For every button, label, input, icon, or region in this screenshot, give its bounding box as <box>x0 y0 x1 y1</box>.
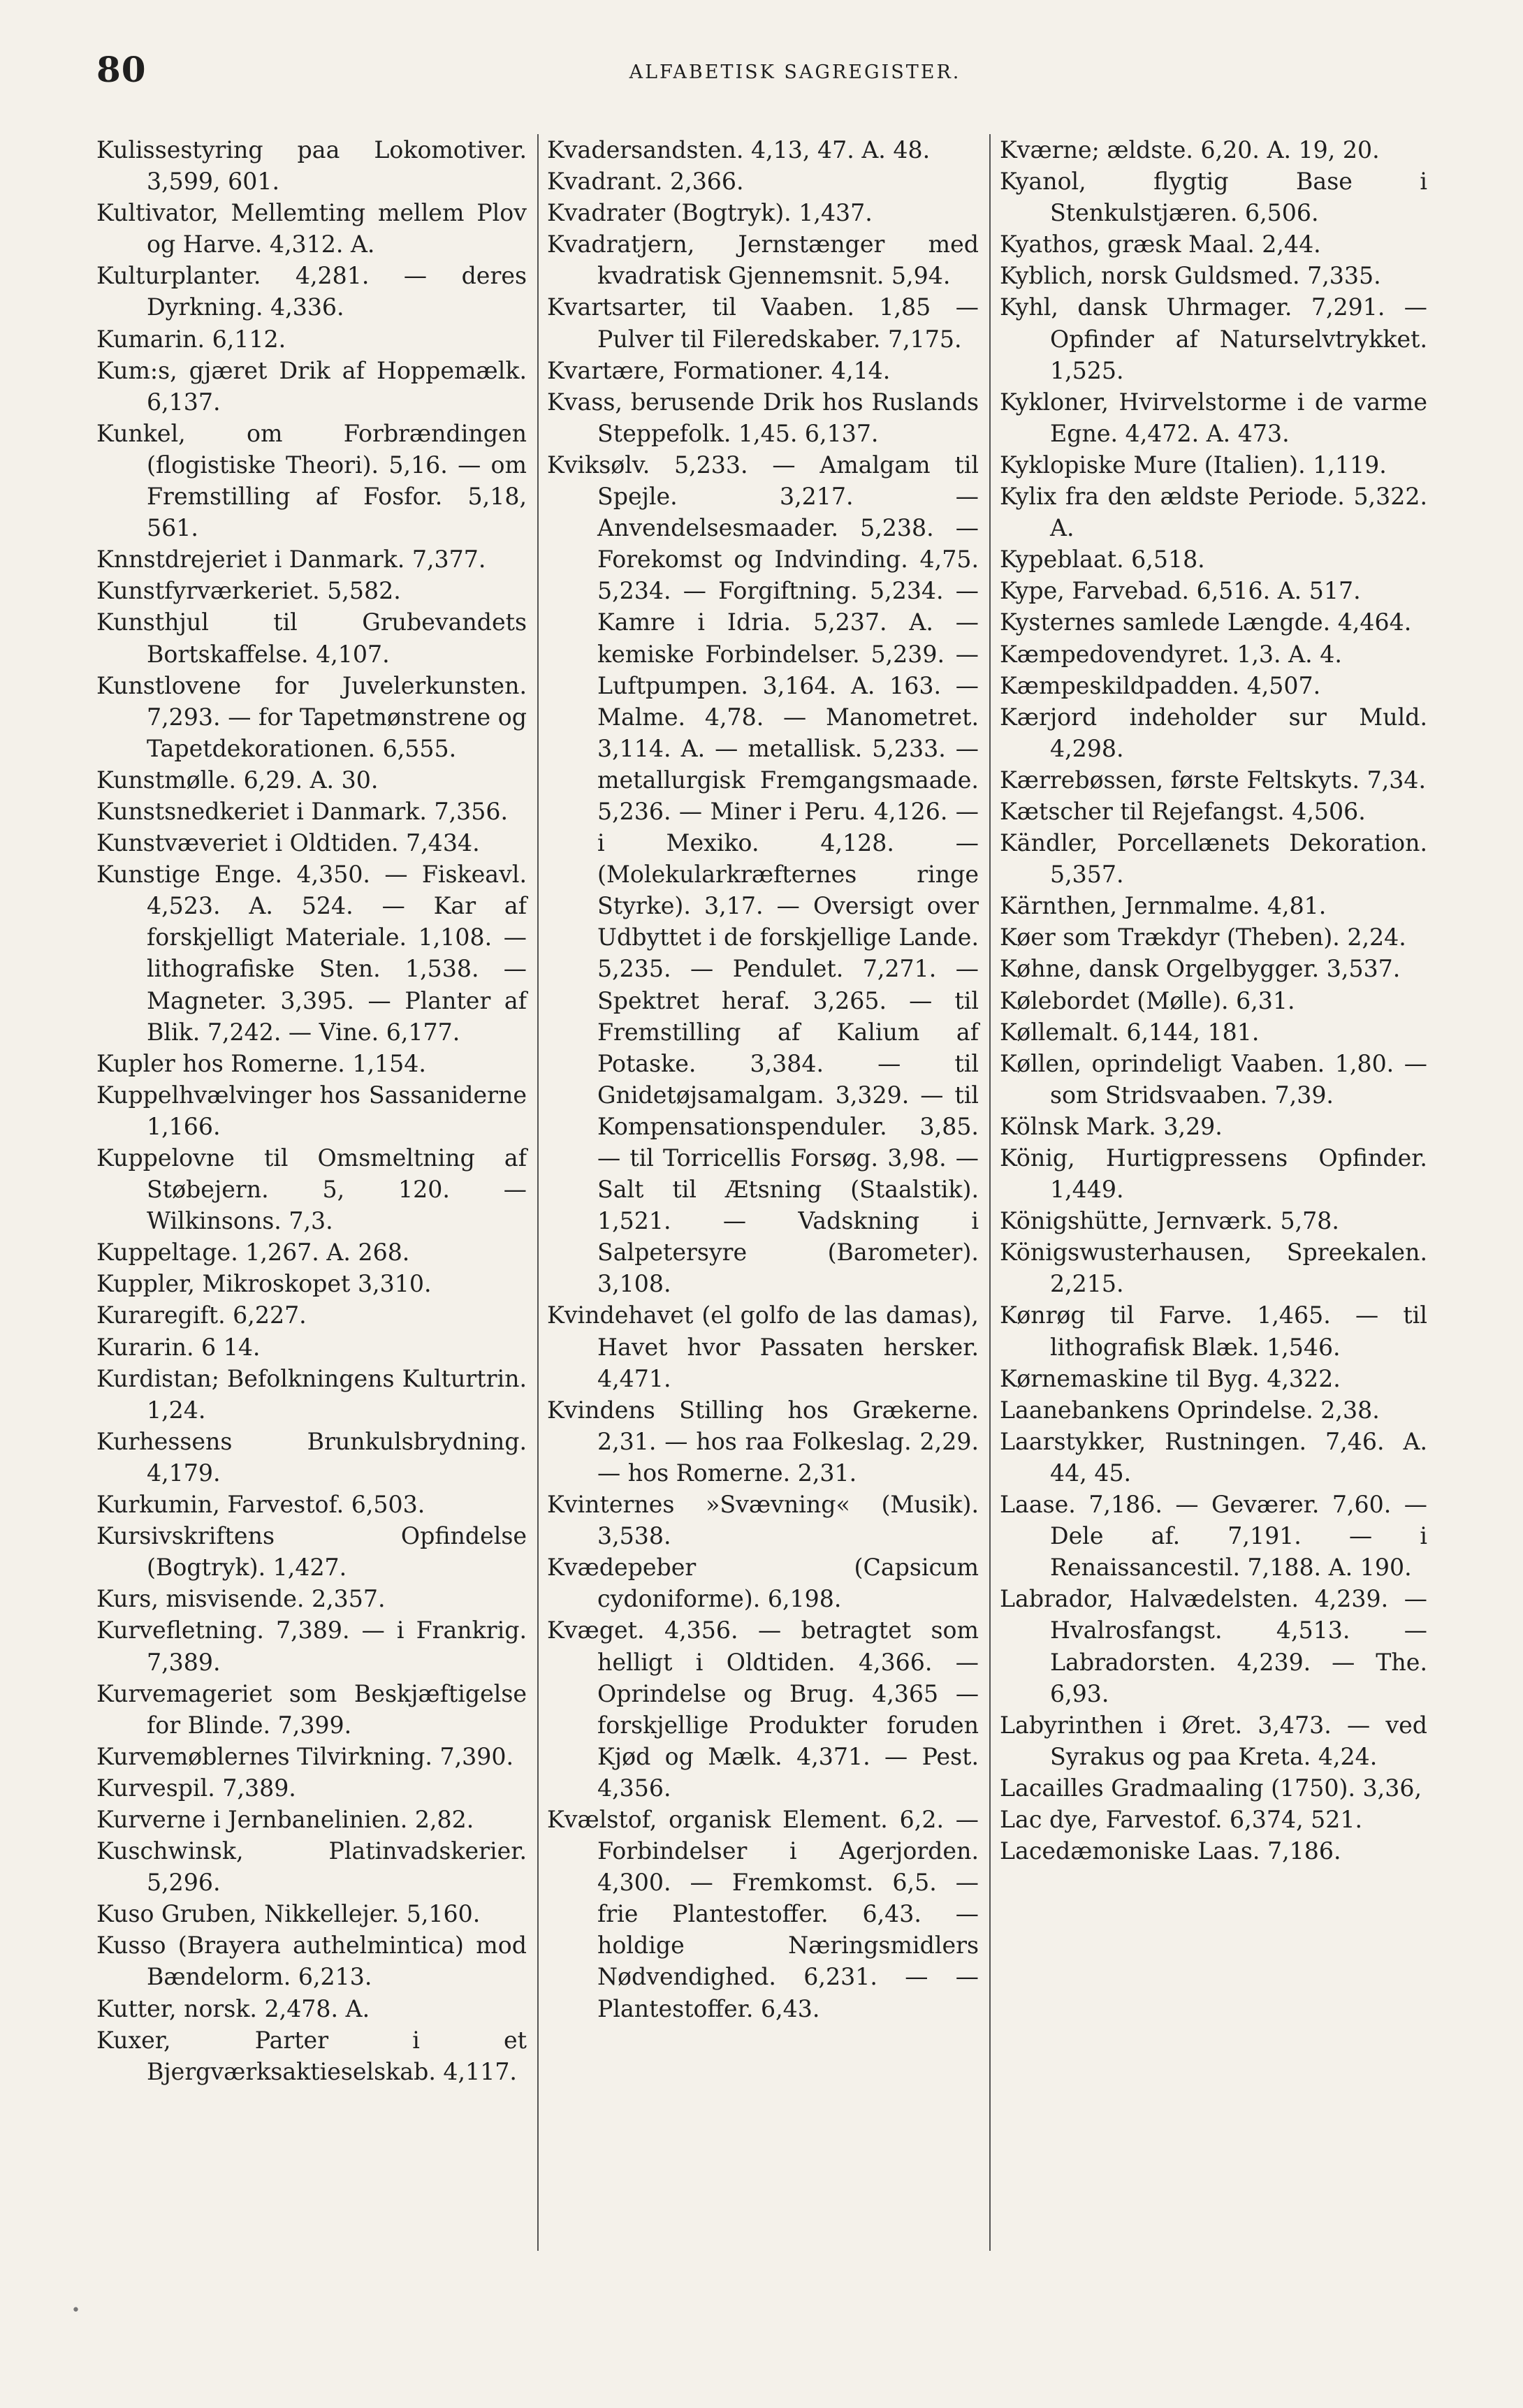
index-entry: Kunstfyrværkeriet. 5,582. <box>96 577 401 605</box>
index-entry: Kærrebøssen, første Feltskyts. 7,34. <box>1000 766 1427 794</box>
index-entry: Kurdistan; Befolkningens Kulturtrin. 1,24. <box>96 1364 527 1424</box>
index-entry: Kylix fra den ældste Periode. 5,322. A. <box>1000 483 1427 542</box>
index-entry: Kum:s, gjæret Drik af Hoppemælk. 6,137. <box>96 356 527 416</box>
index-entry: Laarstykker, Rustningen. 7,46. A. 44, 45. <box>1000 1427 1427 1487</box>
index-column-2 <box>547 134 979 2024</box>
index-entry: Kyathos, græsk Maal. 2,44. <box>1000 231 1321 258</box>
index-entry: Kvædepeber (Capsicum cydoniforme). 6,198. <box>547 1554 979 1613</box>
footer-mark: • <box>71 2302 80 2319</box>
index-entry: Kultivator, Mellemting mellem Plov og Harve. 4,312. A. <box>96 199 527 258</box>
index-entry: Kunsthjul til Grubevandets Bortskaffelse. 4,107. <box>96 608 527 668</box>
page-header <box>96 49 1445 98</box>
index-entry: Kurvespil. 7,389. <box>96 1774 296 1802</box>
index-entry: Königswusterhausen, Spreekalen. 2,215. <box>1000 1239 1427 1298</box>
index-entry: Kursivskriftens Opfindelse (Bogtryk). 1,427. <box>96 1522 527 1582</box>
page-number: 80 <box>96 49 147 90</box>
index-entry: Kurs, misvisende. 2,357. <box>96 1585 386 1613</box>
index-entry: Kurhessens Brunkulsbrydning. 4,179. <box>96 1427 527 1487</box>
index-entry: Königshütte, Jernværk. 5,78. <box>1000 1207 1339 1235</box>
index-entry: Lacailles Gradmaaling (1750). 3,36, <box>1000 1774 1422 1802</box>
index-columns <box>96 134 1445 2258</box>
index-entry: Kvadratjern, Jernstænger med kvadratisk Gjennemsnit. 5,94. <box>547 231 979 290</box>
index-entry: Labrador, Halvædelsten. 4,239. — Hvalrosfangst. 4,513. — Labradorsten. 4,239. — The. 6,93. <box>1000 1585 1427 1707</box>
index-entry: Kumarin. 6,112. <box>96 325 286 353</box>
index-entry: Kunkel, om Forbrændingen (flogistiske Theori). 5,16. — om Fremstilling af Fosfor. 5,18, 561. <box>96 419 527 542</box>
index-entry: Kvadrant. 2,366. <box>547 168 744 196</box>
index-entry: Kurvemageriet som Beskjæftigelse for Blinde. 7,399. <box>96 1679 527 1739</box>
index-entry: Kändler, Porcellænets Dekoration. 5,357. <box>1000 829 1427 889</box>
index-entry: Kvæget. 4,356. — betragtet som helligt i Oldtiden. 4,366. — Oprindelse og Brug. 4,365 — forskjellige Produkter foruden Kjød og Mælk. 4,371. — Pest. 4,356. <box>547 1617 979 1802</box>
index-entry: Kætscher til Rejefangst. 4,506. <box>1000 797 1366 825</box>
index-entry: Kviksølv. 5,233. — Amalgam til Spejle. 3,217. — Anvendelsesmaader. 5,238. — Forekomst og Indvinding. 4,75. 5,234. — Forgiftning. 5,234. — Kamre i Idria. 5,237. A. — kemiske Forbindelser. 5,239. — Luftpumpen. 3,164. A. 163. — Malme. 4,78. — Manometret. 3,114. A. — metallisk. 5,233. — metallurgisk Fremgangsmaade. 5,236. — Miner i Peru. 4,126. — i Mexiko. 4,128. — (Molekularkræfternes ringe Styrke). 3,17. — Oversigt over Udbyttet i de forskjellige Lande. 5,235. — Pendulet. 7,271. — Spektret heraf. 3,265. — til Fremstilling af Kalium af Potaske. 3,384. — til Gnidetøjsamalgam. 3,329. — til Kompensationspenduler. 3,85. — til Torricellis Forsøg. 3,98. — Salt til Ætsning (Staalstik). 1,521. — Vadskning i Salpetersyre (Barometer). 3,108. <box>547 451 979 1298</box>
index-entry: Kykloner, Hvirvelstorme i de varme Egne. 4,472. A. 473. <box>1000 388 1427 447</box>
index-entry: Kølebordet (Mølle). 6,31. <box>1000 986 1295 1014</box>
index-column-1 <box>96 134 527 2087</box>
index-entry: Kurkumin, Farvestof. 6,503. <box>96 1491 425 1519</box>
index-entry: Kypeblaat. 6,518. <box>1000 546 1205 574</box>
index-entry: Lac dye, Farvestof. 6,374, 521. <box>1000 1805 1363 1833</box>
index-entry: Kurverne i Jernbanelinien. 2,82. <box>96 1805 474 1833</box>
index-entry: Kunstvæveriet i Oldtiden. 7,434. <box>96 829 480 857</box>
index-entry: Kysternes samlede Længde. 4,464. <box>1000 608 1412 636</box>
running-title: ALFABETISK SAGREGISTER. <box>629 61 961 83</box>
index-entry: Kvartsarter, til Vaaben. 1,85 — Pulver til Fileredskaber. 7,175. <box>547 293 979 353</box>
index-entry: Kurvefletning. 7,389. — i Frankrig. 7,389. <box>96 1617 527 1676</box>
index-column-3 <box>1000 134 1427 1867</box>
index-entry: Kuppelhvælvinger hos Sassaniderne 1,166. <box>96 1081 527 1140</box>
index-entry: Kurarin. 6 14. <box>96 1333 261 1361</box>
index-entry: Kuppelovne til Omsmeltning af Støbejern. 5, 120. — Wilkinsons. 7,3. <box>96 1144 527 1235</box>
index-entry: Kurvemøblernes Tilvirkning. 7,390. <box>96 1742 514 1770</box>
index-entry: Kulturplanter. 4,281. — deres Dyrkning. 4,336. <box>96 262 527 321</box>
index-entry: Kørnemaskine til Byg. 4,322. <box>1000 1364 1341 1392</box>
index-entry: Kunstsnedkeriet i Danmark. 7,356. <box>96 797 509 825</box>
index-entry: Kuppler, Mikroskopet 3,310. <box>96 1270 432 1298</box>
index-entry: Kvartære, Formationer. 4,14. <box>547 356 891 384</box>
index-entry: Kunstlovene for Juvelerkunsten. 7,293. — for Tapetmønstrene og Tapetdekorationen. 6,555. <box>96 671 527 762</box>
index-entry: Køllen, oprindeligt Vaaben. 1,80. — som Stridsvaaben. 7,39. <box>1000 1049 1427 1109</box>
column-divider-1 <box>537 134 539 2251</box>
index-entry: Køhne, dansk Orgelbygger. 3,537. <box>1000 955 1401 983</box>
index-entry: Kuso Gruben, Nikkellejer. 5,160. <box>96 1900 481 1928</box>
index-entry: Kuxer, Parter i et Bjergværksaktieselskab. 4,117. <box>96 2026 527 2085</box>
index-entry: Lacedæmoniske Laas. 7,186. <box>1000 1837 1341 1865</box>
index-entry: Kusso (Brayera authelmintica) mod Bændelorm. 6,213. <box>96 1932 527 1991</box>
index-entry: Kvindens Stilling hos Grækerne. 2,31. — hos raa Folkeslag. 2,29. — hos Romerne. 2,31. <box>547 1396 979 1487</box>
index-entry: Kunstmølle. 6,29. A. 30. <box>96 766 379 794</box>
index-entry: Kyblich, norsk Guldsmed. 7,335. <box>1000 262 1381 290</box>
index-entry: Kulissestyring paa Lokomotiver. 3,599, 601. <box>96 136 527 196</box>
index-entry: Kuraregift. 6,227. <box>96 1301 307 1329</box>
index-entry: Kværne; ældste. 6,20. A. 19, 20. <box>1000 136 1380 163</box>
index-entry: Kuppeltage. 1,267. A. 268. <box>96 1239 410 1267</box>
index-entry: Kunstige Enge. 4,350. — Fiskeavl. 4,523. A. 524. — Kar af forskjelligt Materiale. 1,108. — lithografiske Sten. 1,538. — Magneter. 3,395. — Planter af Blik. 7,242. — Vine. 6,177. <box>96 861 527 1046</box>
index-entry: Kupler hos Romerne. 1,154. <box>96 1049 426 1077</box>
index-entry: Kvass, berusende Drik hos Ruslands Steppefolk. 1,45. 6,137. <box>547 388 979 447</box>
index-entry: König, Hurtigpressens Opfinder. 1,449. <box>1000 1144 1427 1204</box>
column-divider-2 <box>989 134 991 2251</box>
index-entry: Kvadersandsten. 4,13, 47. A. 48. <box>547 136 931 163</box>
index-entry: Kønrøg til Farve. 1,465. — til lithografisk Blæk. 1,546. <box>1000 1301 1427 1361</box>
index-entry: Kvælstof, organisk Element. 6,2. — Forbindelser i Agerjorden. 4,300. — Fremkomst. 6,5. — frie Plantestoffer. 6,43. — holdige Næringsmidlers Nødvendighed. 6,231. — — Plantestoffer. 6,43. <box>547 1805 979 2022</box>
index-entry: Kærjord indeholder sur Muld. 4,298. <box>1000 703 1427 762</box>
index-entry: Kölnsk Mark. 3,29. <box>1000 1112 1223 1140</box>
index-entry: Kyklopiske Mure (Italien). 1,119. <box>1000 451 1387 479</box>
index-entry: Kutter, norsk. 2,478. A. <box>96 1994 370 2022</box>
index-entry: Kyanol, flygtig Base i Stenkulstjæren. 6,506. <box>1000 168 1427 227</box>
index-entry: Kvinternes »Svævning« (Musik). 3,538. <box>547 1491 979 1550</box>
index-entry: Kvadrater (Bogtryk). 1,437. <box>547 199 873 227</box>
index-entry: Labyrinthen i Øret. 3,473. — ved Syrakus og paa Kreta. 4,24. <box>1000 1711 1427 1770</box>
index-entry: Køllemalt. 6,144, 181. <box>1000 1018 1260 1046</box>
index-entry: Knnstdrejeriet i Danmark. 7,377. <box>96 546 486 574</box>
index-entry: Kype, Farvebad. 6,516. A. 517. <box>1000 577 1361 605</box>
index-entry: Kuschwinsk, Platinvadskerier. 5,296. <box>96 1837 527 1897</box>
index-entry: Laase. 7,186. — Geværer. 7,60. — Dele af. 7,191. — i Renaissancestil. 7,188. A. 190. <box>1000 1491 1427 1582</box>
index-entry: Kärnthen, Jernmalme. 4,81. <box>1000 892 1327 920</box>
index-entry: Kæmpedovendyret. 1,3. A. 4. <box>1000 640 1342 668</box>
index-entry: Køer som Trækdyr (Theben). 2,24. <box>1000 924 1406 951</box>
index-entry: Kvindehavet (el golfo de las damas), Havet hvor Passaten hersker. 4,471. <box>547 1301 979 1392</box>
index-entry: Laanebankens Oprindelse. 2,38. <box>1000 1396 1380 1424</box>
index-entry: Kæmpeskildpadden. 4,507. <box>1000 671 1321 699</box>
index-entry: Kyhl, dansk Uhrmager. 7,291. — Opfinder af Naturselvtrykket. 1,525. <box>1000 293 1427 384</box>
